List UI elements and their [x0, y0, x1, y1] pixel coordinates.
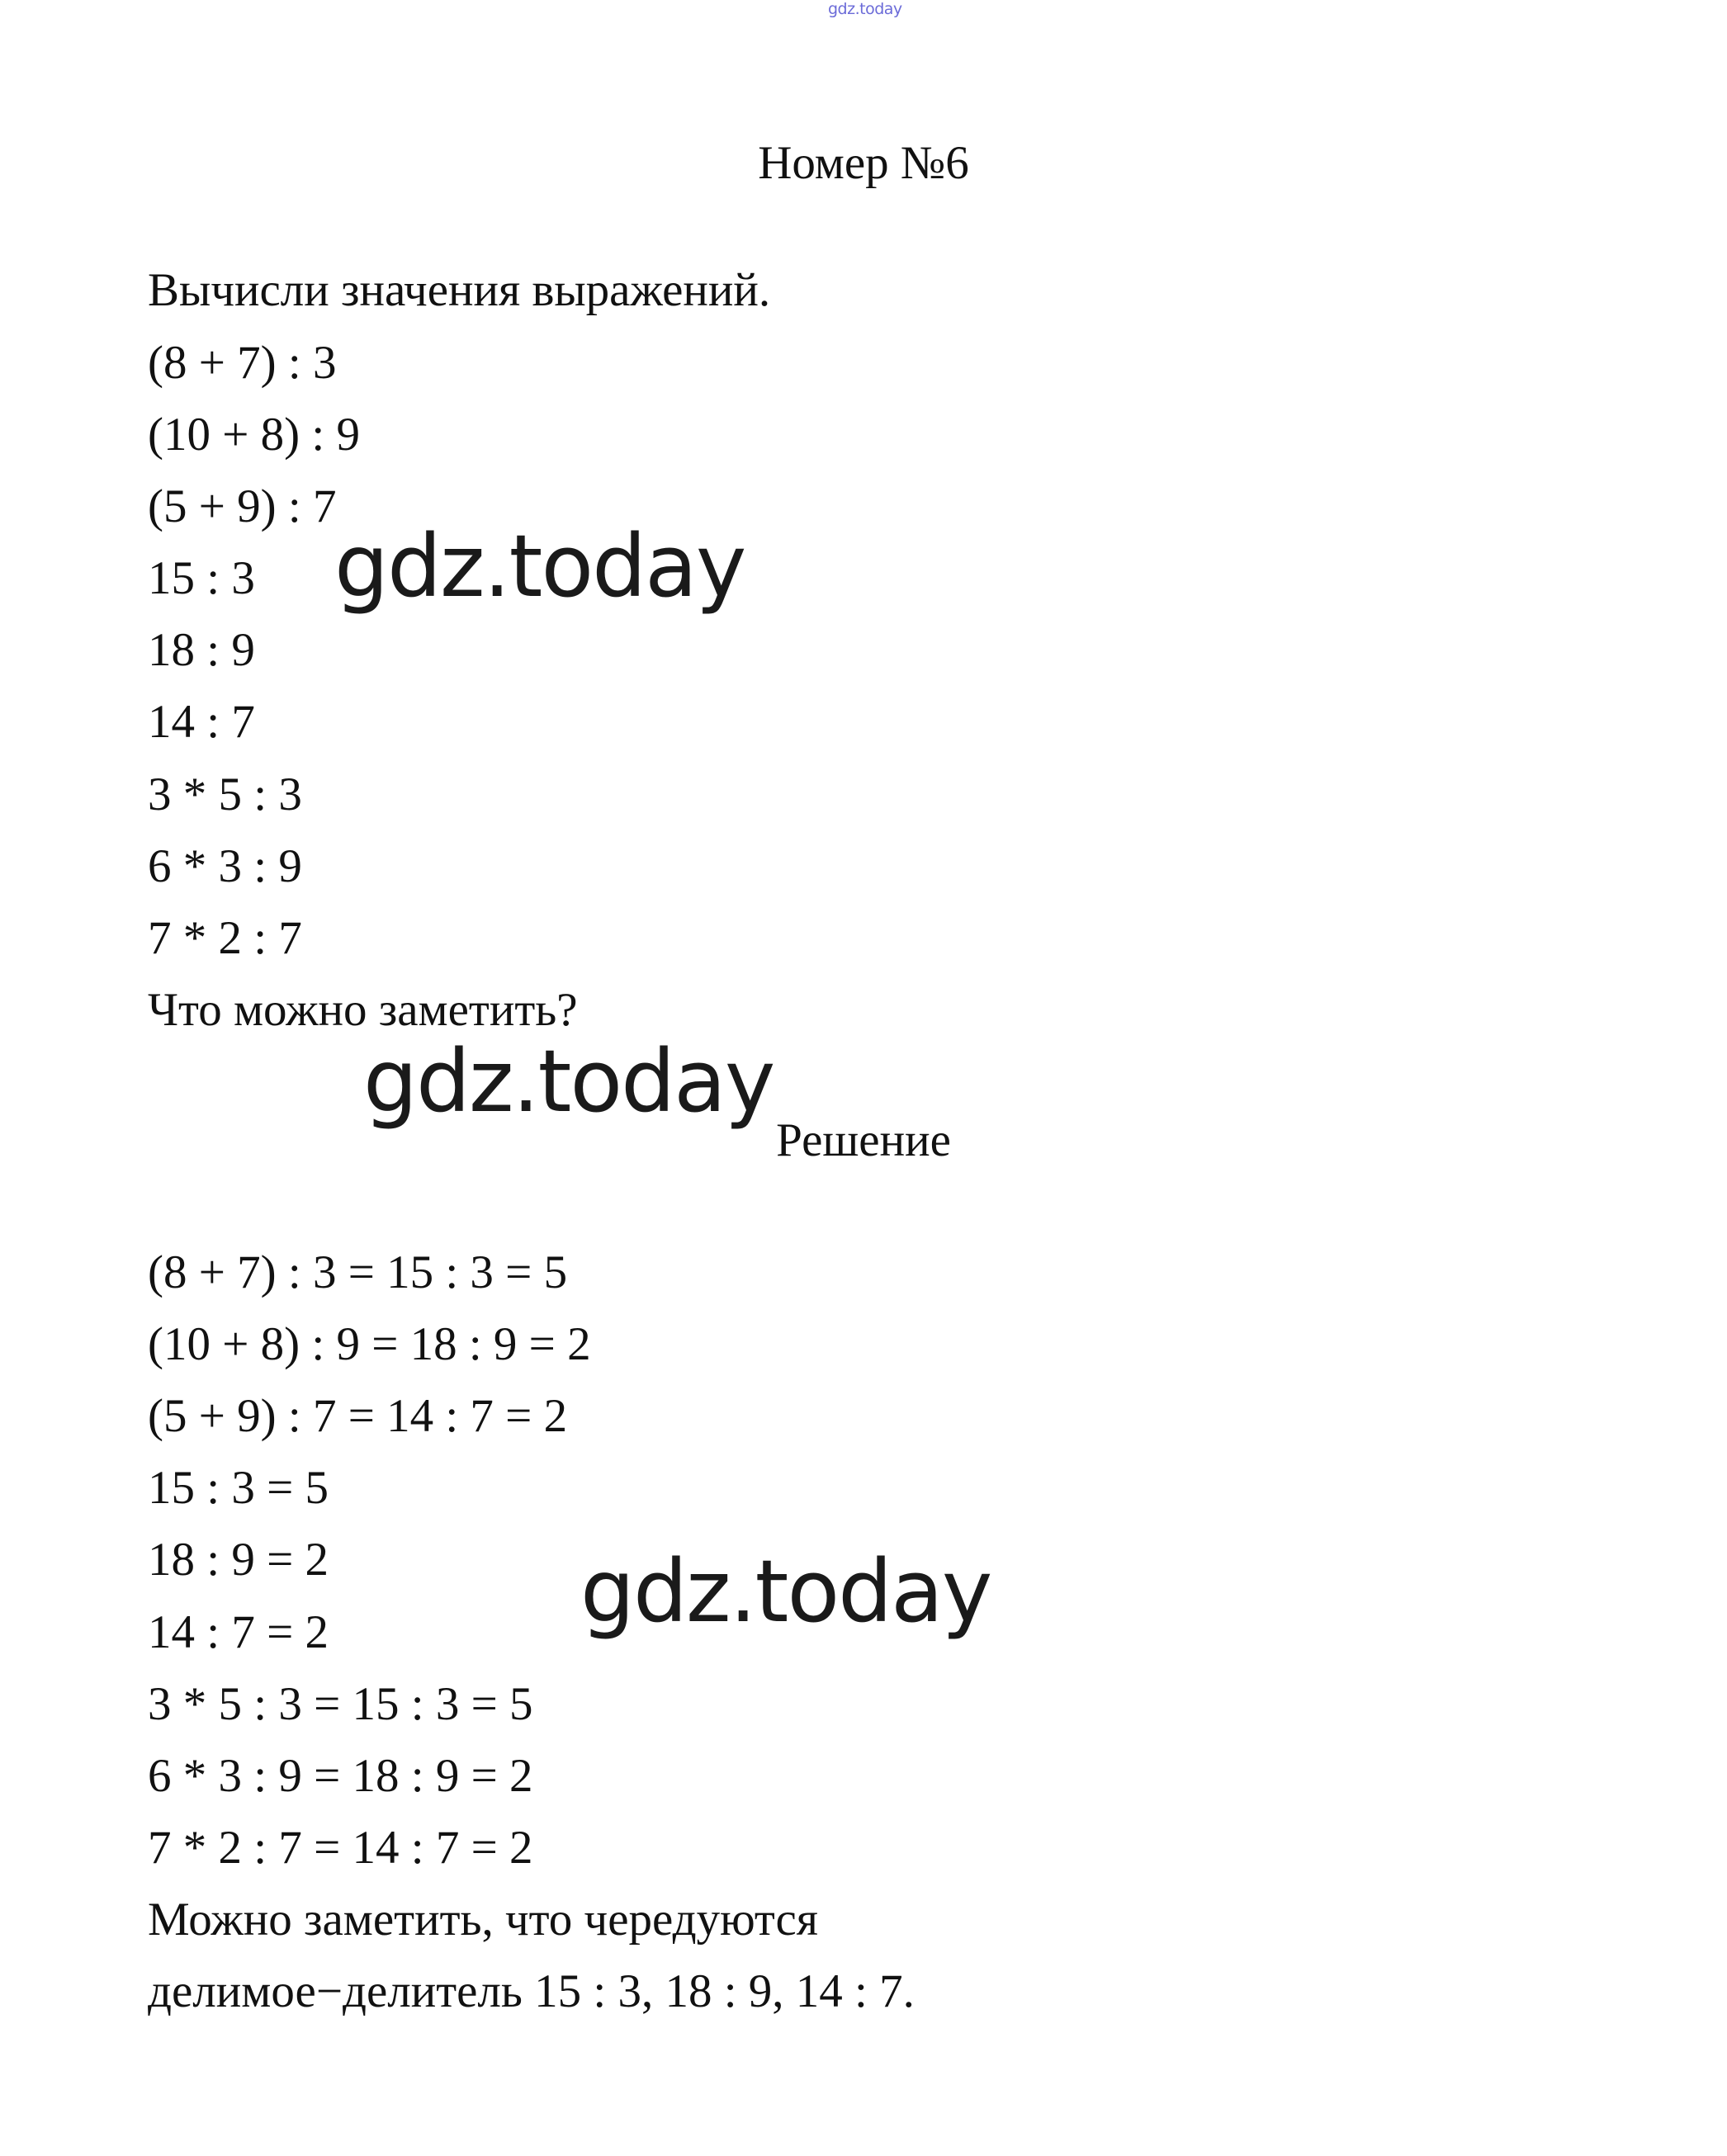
watermark-small: gdz.today — [828, 0, 902, 18]
solution-line: (5 + 9) : 7 = 14 : 7 = 2 — [148, 1390, 568, 1442]
watermark-logo: gdz.today — [363, 1031, 774, 1132]
page-title: Номер №6 — [758, 137, 969, 189]
solution-line: 14 : 7 = 2 — [148, 1606, 329, 1658]
solution-line: 15 : 3 = 5 — [148, 1462, 329, 1514]
solution-heading: Решение — [776, 1114, 951, 1166]
task-expression: 14 : 7 — [148, 696, 255, 748]
task-prompt: Вычисли значения выражений. — [148, 264, 771, 316]
solution-conclusion: Можно заметить, что чередуются — [148, 1894, 819, 1946]
task-expression: 3 * 5 : 3 — [148, 768, 302, 820]
solution-line: 18 : 9 = 2 — [148, 1534, 329, 1586]
task-question: Что можно заметить? — [148, 984, 578, 1036]
solution-line: (8 + 7) : 3 = 15 : 3 = 5 — [148, 1246, 568, 1298]
solution-line: (10 + 8) : 9 = 18 : 9 = 2 — [148, 1318, 591, 1370]
solution-line: 3 * 5 : 3 = 15 : 3 = 5 — [148, 1678, 533, 1730]
solution-line: 6 * 3 : 9 = 18 : 9 = 2 — [148, 1750, 533, 1802]
solution-line: 7 * 2 : 7 = 14 : 7 = 2 — [148, 1822, 533, 1874]
task-expression: (5 + 9) : 7 — [148, 480, 337, 532]
watermark-logo: gdz.today — [334, 516, 745, 617]
task-expression: (10 + 8) : 9 — [148, 409, 360, 461]
task-expression: 18 : 9 — [148, 624, 255, 676]
task-expression: 6 * 3 : 9 — [148, 840, 302, 892]
solution-conclusion: делимое−делитель 15 : 3, 18 : 9, 14 : 7. — [148, 1965, 915, 2017]
watermark-logo: gdz.today — [580, 1541, 991, 1642]
task-expression: 15 : 3 — [148, 552, 255, 604]
task-expression: (8 + 7) : 3 — [148, 337, 337, 389]
task-expression: 7 * 2 : 7 — [148, 912, 302, 964]
